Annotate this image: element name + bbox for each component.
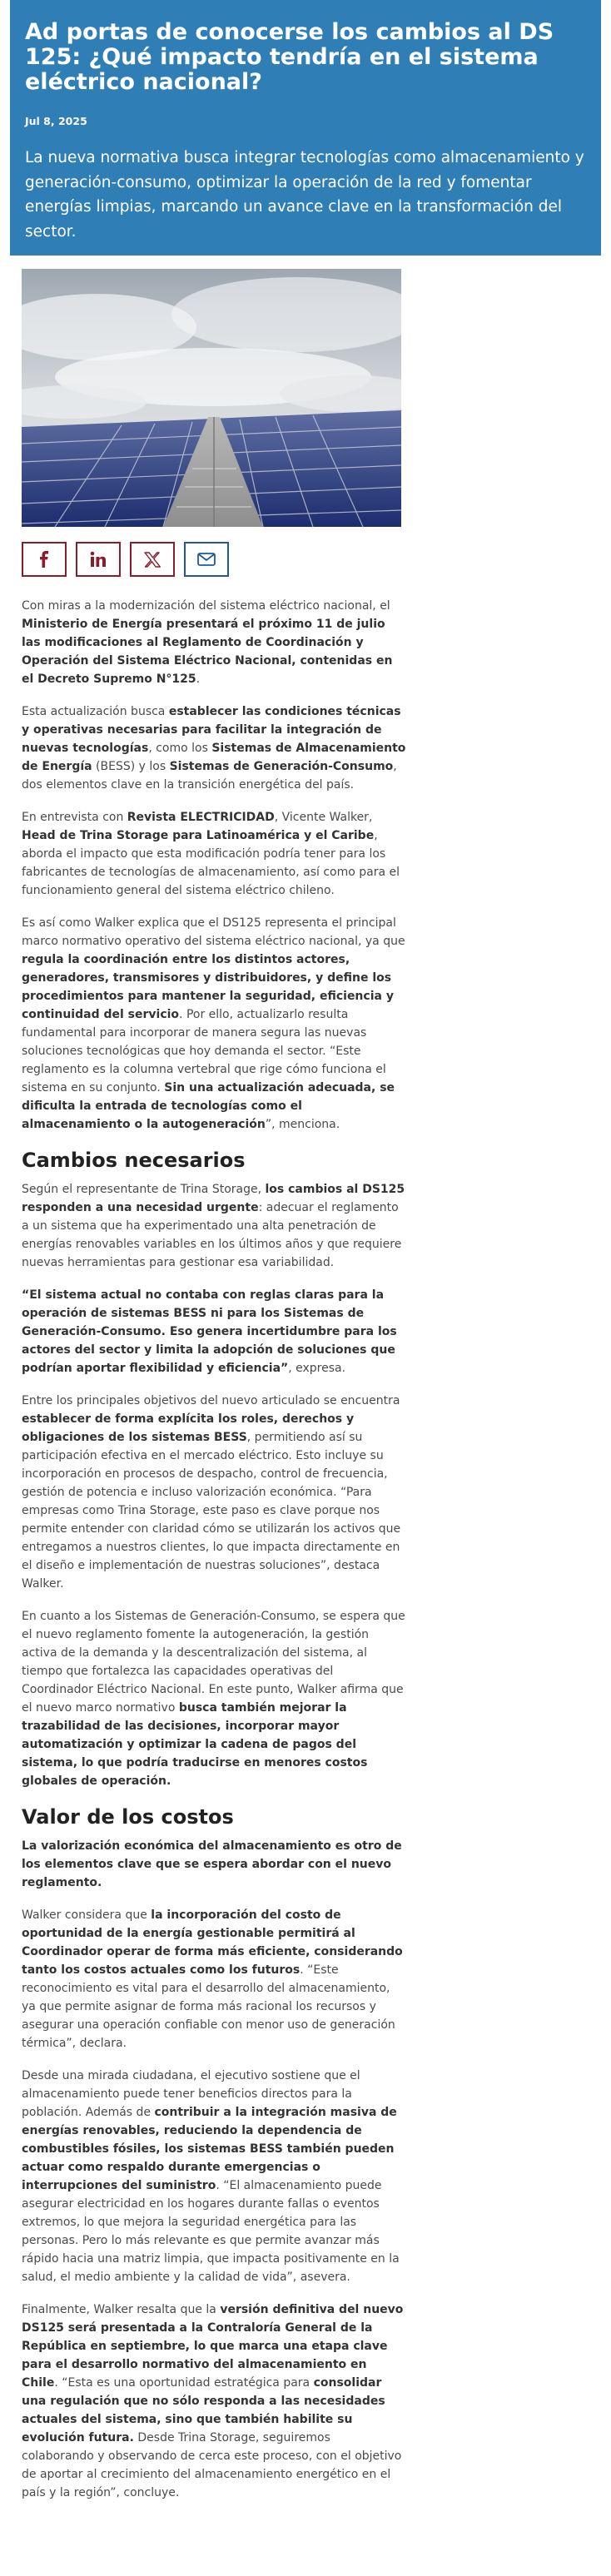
paragraph-text: , permitiendo así su participación efectiva en el mercado eléctrico. Esto incluye su incorporación en procesos de despacho, control de frecuencia, gestión de potencia e incluso valorización económica. “Para empresas como Trina Storage, este paso es clave porque nos permite entender con claridad cómo se utilizarán los activos que entregamos a nuestros clientes, lo que impacta directamente en el diseño e implementación de nuestras soluciones”, destaca Walker. [22, 1431, 401, 1591]
bold-text: establecer de forma explícita los roles, derechos y obligaciones de los sistemas BESS [22, 1412, 355, 1444]
article-paragraph [22, 2301, 406, 2502]
share-bar [22, 542, 589, 577]
section-heading: Cambios necesarios [22, 1149, 246, 1172]
linkedin-icon [90, 551, 107, 568]
paragraph-text: (BESS) y los [92, 760, 170, 773]
bold-text: Sistemas de Almacenamiento de Energía [22, 742, 406, 773]
article-subtitle: La nueva normativa busca integrar tecnologías como almacenamiento y generación-consumo, optimizar la operación de la red y fomentar energías limpias, marcando un avance clave en la transformación del sector. [25, 149, 584, 241]
bold-text: Sin una actualización adecuada, se dificulta la entrada de tecnologías como el almacenamiento o la autogeneración [22, 1081, 395, 1131]
paragraph-text: . Por ello, actualizarlo resulta fundamental para incorporar de manera segura las nuevas soluciones tecnológicas que hoy demanda el sector. “Este reglamento es la columna vertebral que rige cómo funciona el sistema en su conjunto. [22, 1008, 386, 1094]
paragraph-text: Con miras a la modernización del sistema eléctrico nacional, el [22, 599, 390, 613]
article-paragraph [22, 1392, 406, 1593]
paragraph-text: Esta actualización busca [22, 705, 169, 718]
article-paragraph [22, 2067, 406, 2286]
solar-panels-photo [22, 269, 401, 527]
article-paragraph [22, 702, 406, 794]
article-paragraph [22, 1607, 406, 1790]
paragraph-text: Finalmente, Walker resalta que la [22, 2303, 221, 2316]
article-paragraph [22, 597, 406, 688]
bold-text: Revista ELECTRICIDAD [127, 811, 275, 824]
bold-text: la incorporación del costo de oportunidad de la energía gestionable permitirá al Coordinador operar de forma más eficiente, considerando tanto los costos actuales como los futuros [22, 1908, 403, 1977]
paragraph-text: . “Esta es una oportunidad estratégica para [54, 2376, 314, 2390]
paragraph-text: , expresa. [288, 1362, 346, 1375]
article-paragraph [22, 1906, 406, 2052]
x-icon [144, 552, 161, 568]
x-share-button[interactable] [130, 542, 175, 577]
bold-text: Head de Trina Storage para Latinoamérica y el Caribe [22, 829, 375, 842]
article-paragraph [22, 914, 406, 1134]
paragraph-text: . “Este reconocimiento es vital para el desarrollo del almacenamiento, ya que permite asignar de forma más racional los recursos y asegurar una operación confiable con menor uso de generación térmica”, declara. [22, 1963, 395, 2050]
section-heading: Valor de los costos [22, 1805, 234, 1829]
bold-text: los cambios al DS125 responden a una necesidad urgente [22, 1183, 405, 1214]
paragraph-text: Desde Trina Storage, seguiremos colaborando y observando de cerca este proceso, con el objetivo de aportar al crecimiento del almacenamiento energético en el país y la región”, concluye. [22, 2431, 402, 2499]
bold-text: La valorización económica del almacenamiento es otro de los elementos clave que se espera abordar con el nuevo reglamento. [22, 1839, 402, 1889]
bold-text: versión definitiva del nuevo DS125 será presentada a la Contraloría General de la República en septiembre, lo que marca una etapa clave para el desarrollo normativo del almacenamiento en Chile [22, 2303, 404, 2390]
paragraph-text: En entrevista con [22, 811, 127, 824]
article-header [10, 0, 601, 256]
article-paragraph [22, 808, 406, 900]
bold-text: “El sistema actual no contaba con reglas claras para la operación de sistemas BESS ni para los Sistemas de Generación-Consumo. Eso genera incertidumbre para los actores del sector y limita la adopción de soluciones que podrían aportar flexibilidad y eficiencia” [22, 1288, 397, 1375]
article-paragraph [22, 1180, 406, 1272]
email-share-button[interactable] [184, 542, 229, 577]
bold-text: Ministerio de Energía presentará el próximo 11 de julio las modificaciones al Reglamento de Coordinación y Operación del Sistema Eléctrico Nacional, contenidas en el Decreto Supremo N°125 [22, 618, 393, 686]
article-title: Ad portas de conocerse los cambios al DS 125: ¿Qué impacto tendría en el sistema eléctrico nacional? [25, 19, 554, 95]
article-body [22, 597, 406, 2502]
paragraph-text: , como los [148, 742, 212, 755]
paragraph-text: : adecuar el reglamento a un sistema que ha experimentado una alta penetración de energías renovables variables en los últimos años y que requiere nuevas herramientas para gestionar esa variabilidad. [22, 1201, 402, 1269]
bold-text: regula la coordinación entre los distintos actores, generadores, transmisores y distribuidores, y define los procedimientos para mantener la seguridad, eficiencia y continuidad del servicio [22, 953, 394, 1021]
article-content [10, 269, 601, 2502]
paragraph-text: . [196, 673, 201, 686]
article-paragraph [22, 1837, 406, 1892]
mail-icon [197, 553, 216, 566]
paragraph-text: . “El almacenamiento puede asegurar electricidad en los hogares durante fallas o eventos extremos, lo que mejora la seguridad energética para las personas. Pero lo más relevante es que permite avanzar más rápido hacia una matriz limpia, que impacta positivamente en la salud, el medio ambiente y la calidad de vida”, asevera. [22, 2179, 400, 2284]
facebook-share-button[interactable] [22, 542, 67, 577]
paragraph-text: ”, menciona. [265, 1118, 340, 1131]
paragraph-text: , Vicente Walker, [274, 811, 373, 824]
paragraph-text: , aborda el impacto que esta modificación podría tener para los fabricantes de tecnologías de almacenamiento, así como para el funcionamiento general del sistema eléctrico chileno. [22, 829, 400, 897]
bold-text: consolidar una regulación que no sólo responda a las necesidades actuales del sistema, sino que también habilite su evolución futura. [22, 2376, 385, 2444]
paragraph-text: Walker considera que [22, 1908, 152, 1922]
paragraph-text: Según el representante de Trina Storage, [22, 1183, 266, 1196]
paragraph-text: Entre los principales objetivos del nuevo articulado se encuentra [22, 1394, 400, 1407]
paragraph-text: Es así como Walker explica que el DS125 representa el principal marco normativo operativo del sistema eléctrico nacional, ya que [22, 916, 405, 948]
facebook-icon [37, 551, 51, 568]
paragraph-text: En cuanto a los Sistemas de Generación-Consumo, se espera que el nuevo reglamento fomente la autogeneración, la gestión activa de la demanda y la descentralización del sistema, al tiempo que fortalezca las capacidades operativas del Coordinador Eléctrico Nacional. En este punto, Walker afirma que el nuevo marco normativo [22, 1610, 405, 1715]
paragraph-text: , dos elementos clave en la transición energética del país. [22, 760, 397, 792]
linkedin-share-button[interactable] [76, 542, 121, 577]
bold-text: Sistemas de Generación-Consumo [169, 760, 394, 773]
publish-date: Jul 8, 2025 [25, 115, 87, 127]
bold-text: contribuir a la integración masiva de energías renovables, reduciendo la dependencia de combustibles fósiles, los sistemas BESS también pueden actuar como respaldo durante emergencias o interrupciones del suministro [22, 2106, 397, 2192]
bold-text: busca también mejorar la trazabilidad de las decisiones, incorporar mayor automatización y optimizar la cadena de pagos del sistema, lo que podría traducirse en menores costos globales de operación. [22, 1701, 368, 1788]
paragraph-text: Desde una mirada ciudadana, el ejecutivo sostiene que el almacenamiento puede tener beneficios directos para la población. Además de [22, 2069, 360, 2119]
article-paragraph [22, 1286, 406, 1377]
bold-text: establecer las condiciones técnicas y operativas necesarias para facilitar la integración de nuevas tecnologías [22, 705, 401, 755]
